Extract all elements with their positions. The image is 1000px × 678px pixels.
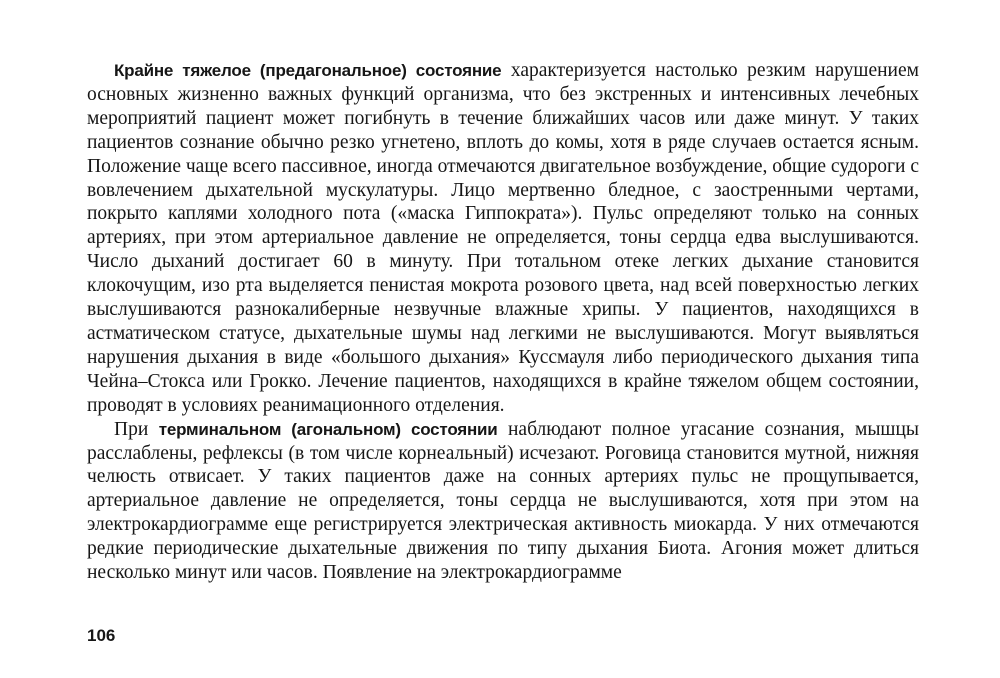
page-number: 106 [87, 626, 116, 645]
term-terminal-state: терминальном (агональном) состоянии [158, 419, 498, 439]
paragraph-text: характеризуется настолько резким нарушением основных жизненно важных функций организма, что без экстренных и интенсивных лечебных мероприятий пациент может погибнуть в течение ближайших часов или даже минут. У таких пациентов сознание обычно резко угнетено, вплоть до комы, хотя в ряде случаев остается ясным. Положение чаще всего пассивное, иногда отмечаются двигательное возбуждение, общие судороги с вовлечением дыхательной мускулатуры. Лицо мертвенно бледное, с заостренными чертами, покрыто каплями холодного пота («маска Гиппократа»). Пульс определяют только на сонных артериях, при этом артериальное давление не определяется, тоны сердца едва выслушиваются. Число дыханий достигает 60 в минуту. При тотальном отеке легких дыхание становится клокочущим, изо рта выделяется пенистая мокрота розового цвета, над всей поверхностью легких выслушиваются разнокалиберные незвучные влажные хрипы. У пациентов, находящихся в астматическом статусе, дыхательные шумы над легкими не выслушиваются. Могут выявляться нарушения дыхания в виде «большого дыхания» Куссмауля либо периодического дыхания типа Чейна–Стокса или Грокко. Лечение пациентов, находящихся в крайне тяжелом общем состоянии, проводят в условиях реанимационного отделения. [87, 60, 919, 416]
paragraph-text: наблюдают полное угасание сознания, мышцы расслаблены, рефлексы (в том числе корнеальный) исчезают. Роговица становится мутной, нижняя челюсть отвисает. У таких пациентов даже на сонных артериях пульс не прощупывается, артериальное давление не определяется, тоны сердца не выслушиваются, хотя при этом на электрокардиограмме еще регистрируется электрическая активность миокарда. У них отмечаются редкие периодические дыхательные движения по типу дыхания Биота. Агония может длиться несколько минут или часов. Появление на электрокардиограмме [87, 418, 919, 584]
paragraph-preagonal-state [87, 59, 919, 418]
term-preagonal-state: Крайне тяжелое (предагональное) состояние [114, 61, 502, 80]
paragraph-terminal-state [87, 418, 919, 585]
paragraph-prefix: При [114, 418, 159, 440]
body-text [87, 59, 919, 585]
